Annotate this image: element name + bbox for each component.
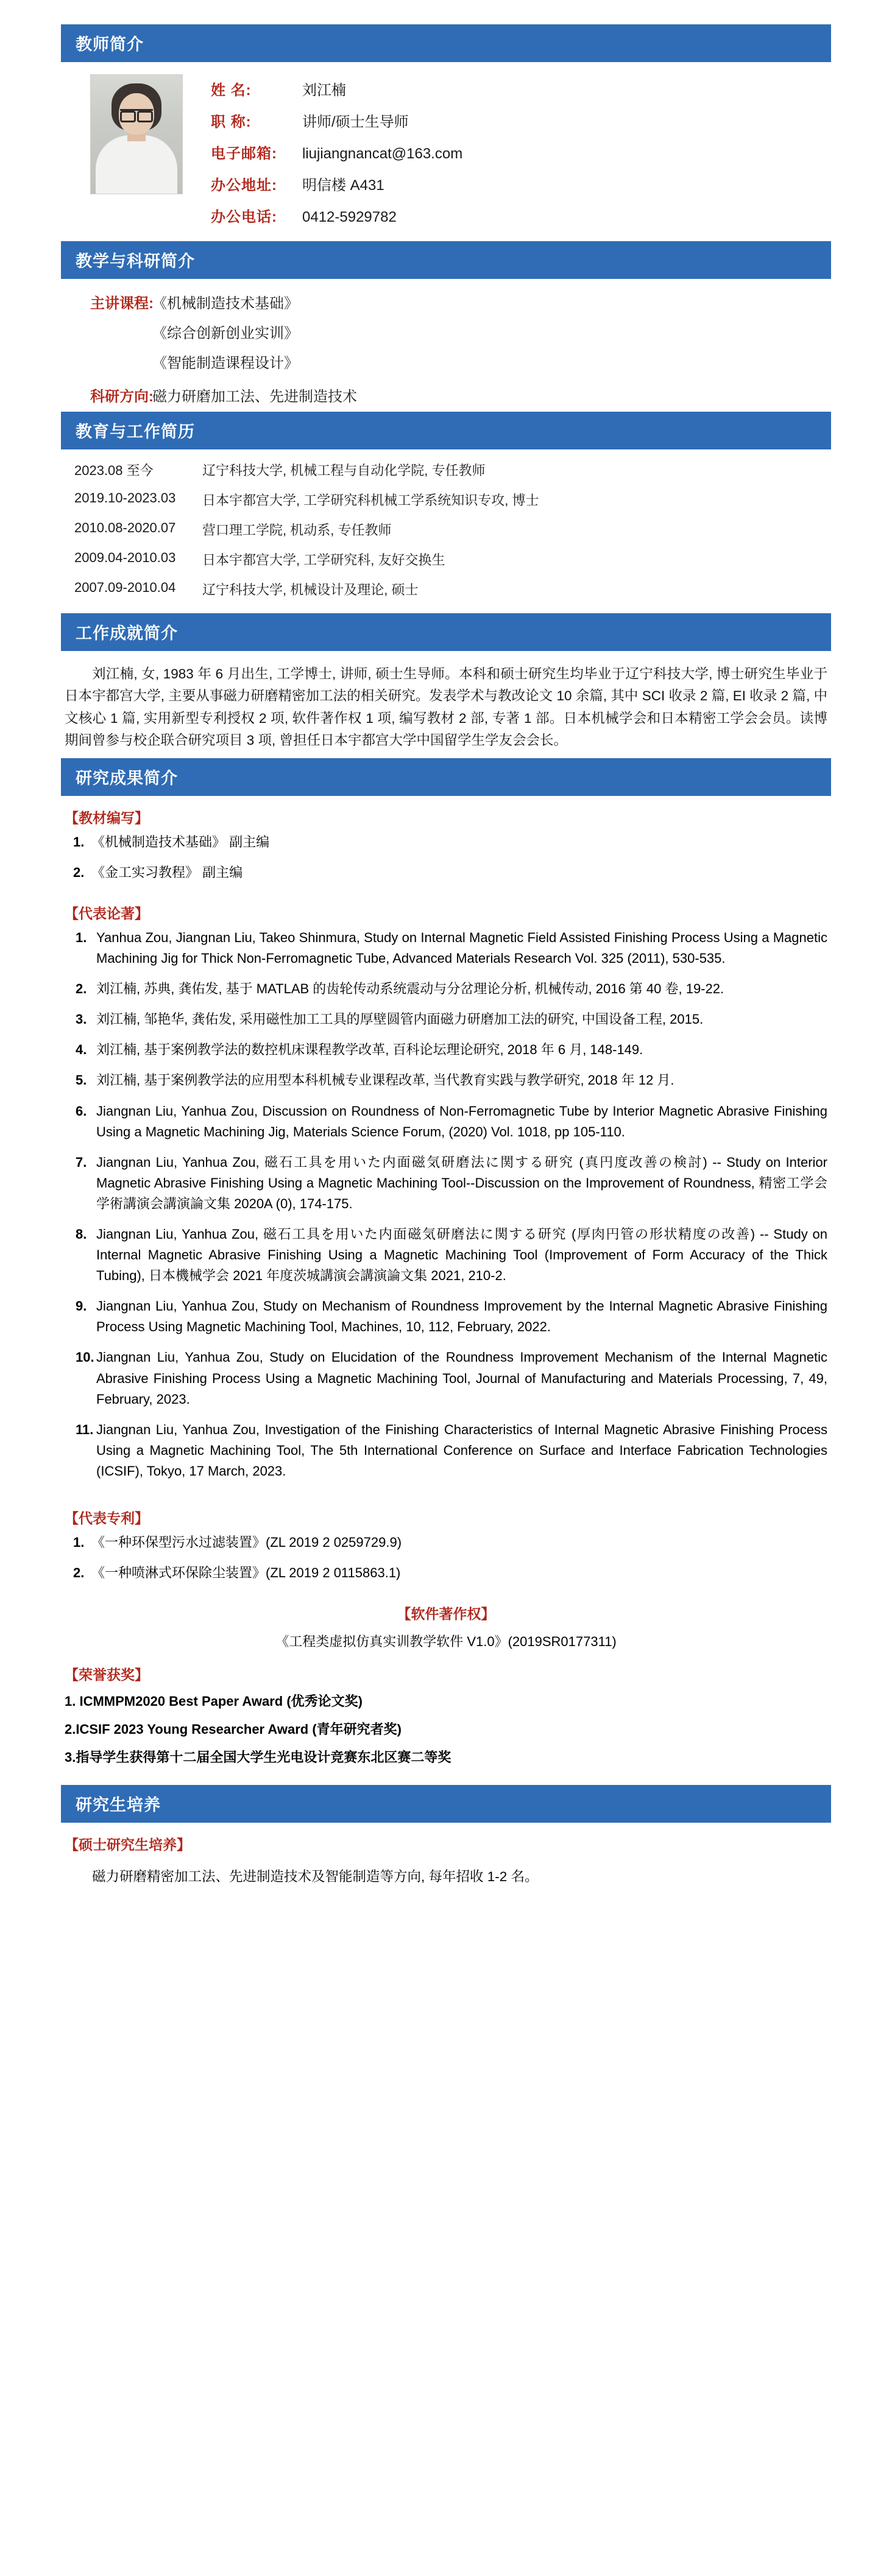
list-text: 《一种环保型污水过滤装置》(ZL 2019 2 0259729.9): [91, 1535, 402, 1550]
teaching-block: [61, 283, 831, 412]
profile-label-email: 电子邮箱:: [211, 146, 277, 162]
list-item: [65, 1347, 827, 1409]
education-desc: 营口理工学院, 机动系, 专任教师: [202, 523, 392, 538]
list-text: 《一种喷淋式环保除尘装置》(ZL 2019 2 0115863.1): [91, 1565, 401, 1581]
profile-row-name: [211, 78, 462, 99]
profile-value-email: liujiangnancat@163.com: [302, 146, 463, 162]
list-text: Jiangnan Liu, Yanhua Zou, Discussion on Roundness of Non-Ferromagnetic Tube by Interior Magnetic Abrasive Finishing Using a Magnetic Machining Jig, Materials Science Forum, (2020) Vol. 1018, pp 105-110.: [96, 1103, 827, 1139]
list-item: [65, 1296, 827, 1337]
list-index: 8.: [76, 1226, 87, 1242]
list-index: 5.: [76, 1072, 87, 1088]
course-item: 《智能制造课程设计》: [152, 355, 299, 371]
profile-label-title: 职 称:: [211, 114, 252, 130]
honor-list: [61, 1689, 831, 1779]
profile-info-list: [211, 74, 462, 236]
list-item: [65, 1009, 827, 1030]
list-index: 10.: [76, 1350, 94, 1365]
table-row: [61, 580, 831, 599]
research-direction-value: 磁力研磨加工法、先进制造技术: [152, 389, 357, 405]
courses-label: 主讲课程:: [90, 295, 154, 312]
table-row: [61, 490, 831, 509]
software-copyright-item: 《工程类虚拟仿真实训教学软件 V1.0》(2019SR0177311): [275, 1634, 617, 1650]
list-item: [65, 1563, 827, 1583]
courses-row: [61, 291, 831, 381]
list-index: 1.: [73, 1535, 85, 1550]
profile-block: [61, 66, 831, 241]
list-text: Jiangnan Liu, Yanhua Zou, Study on Elucidation of the Roundness Improvement Mechanism of the Internal Magnetic Abrasive Finishing Process Using a Magnetic Machining Tool, Journal of Manufacturing and Materials Processing, 7, 49, February, 2023.: [96, 1350, 827, 1407]
list-index: 11.: [76, 1421, 94, 1437]
section-header-profile: 教师简介: [61, 24, 831, 62]
courses-list: [152, 291, 299, 381]
course-item: 《机械制造技术基础》: [152, 295, 299, 312]
profile-row-email: [211, 141, 462, 163]
education-date: 2010.08-2020.07: [74, 520, 176, 535]
list-item: 3.指导学生获得第十二届全国大学生光电设计竞赛东北区赛二等奖: [65, 1750, 451, 1765]
subheader-honors: 【荣誉获奖】: [65, 1667, 149, 1683]
postgrad-paragraph: 磁力研磨精密加工法、先进制造技术及智能制造等方向, 每年招收 1-2 名。: [92, 1869, 539, 1885]
list-text: 刘江楠, 苏典, 龚佑发, 基于 MATLAB 的齿轮传动系统震动与分岔理论分析, 机械传动, 2016 第 40 卷, 19-22.: [96, 981, 724, 997]
list-text: 《机械制造技术基础》 副主编: [91, 834, 270, 850]
list-item: [65, 979, 827, 999]
profile-value-office: 明信楼 A431: [302, 177, 384, 194]
list-item: [65, 832, 827, 853]
education-desc: 辽宁科技大学, 机械设计及理论, 硕士: [202, 582, 419, 597]
profile-value-phone: 0412-5929782: [302, 209, 397, 225]
list-index: 2.: [76, 981, 87, 997]
teacher-photo: [90, 74, 183, 194]
subheader-papers: 【代表论著】: [65, 905, 149, 921]
education-date: 2009.04-2010.03: [74, 550, 176, 565]
list-index: 2.: [73, 864, 85, 880]
list-text: 刘江楠, 基于案例教学法的数控机床课程教学改革, 百科论坛理论研究, 2018 年 6 月, 148-149.: [96, 1042, 643, 1058]
list-item: [65, 1152, 827, 1214]
profile-row-title: [211, 110, 462, 131]
textbook-list: [61, 832, 831, 895]
table-row: [61, 460, 831, 479]
list-text: 刘江楠, 邹艳华, 龚佑发, 采用磁性加工工具的厚壁圆管内面磁力研磨加工法的研究, 中国设备工程, 2015.: [96, 1012, 704, 1027]
list-index: 7.: [76, 1154, 87, 1170]
list-item: 2.ICSIF 2023 Young Researcher Award (青年研究者奖): [65, 1722, 402, 1737]
list-item: [65, 1532, 827, 1553]
list-index: 1.: [76, 929, 87, 945]
education-date: 2023.08 至今: [74, 463, 154, 478]
list-item: [65, 862, 827, 883]
section-header-teaching: 教学与科研简介: [61, 241, 831, 279]
profile-row-phone: [211, 205, 462, 226]
photo-body-shape: [96, 135, 177, 194]
list-item: [65, 927, 827, 969]
list-text: Jiangnan Liu, Yanhua Zou, 磁石工具を用いた内面磁気研磨法に関する研究 (真円度改善の検討) -- Study on Interior Magnetic Abrasive Finishing Using a Magnetic Machining Tool--Discussion on the Improvement of Roundness, 精密工学会学術講演会講演論文集 2020A (0), 174-175.: [96, 1154, 827, 1211]
list-item: [65, 1040, 827, 1060]
education-desc: 辽宁科技大学, 机械工程与自动化学院, 专任教师: [202, 463, 486, 478]
subheader-textbooks: 【教材编写】: [65, 809, 149, 826]
section-header-achievement: 工作成就简介: [61, 613, 831, 651]
patent-list: [61, 1532, 831, 1596]
list-item: [65, 1101, 827, 1142]
section-header-postgrad: 研究生培养: [61, 1785, 831, 1823]
education-table: [61, 453, 831, 613]
education-desc: 日本宇都宫大学, 工学研究科, 友好交换生: [202, 552, 445, 568]
list-index: 4.: [76, 1042, 87, 1058]
list-text: Jiangnan Liu, Yanhua Zou, 磁石工具を用いた内面磁気研磨法に関する研究 (厚肉円管の形状精度の改善) -- Study on Internal Magnetic Abrasive Finishing Using a Magnetic Machining Tool (Improvement of Form Accuracy of the Thick Tubing), 日本機械学会 2021 年度茨城講演会講演論文集 2021, 210-2.: [96, 1226, 827, 1284]
section-header-results: 研究成果简介: [61, 758, 831, 796]
list-index: 3.: [76, 1012, 87, 1027]
photo-glasses-shape: [120, 109, 153, 119]
list-index: 2.: [73, 1565, 85, 1581]
research-direction-row: [61, 384, 831, 406]
subheader-software: 【软件著作权】: [397, 1606, 495, 1622]
list-text: Jiangnan Liu, Yanhua Zou, Study on Mechanism of Roundness Improvement by the Internal Magnetic Abrasive Finishing Process Using Magnetic Machining Tool, Machines, 10, 112, February, 2022.: [96, 1298, 827, 1335]
education-desc: 日本宇都宫大学, 工学研究科机械工学系统知识专攻, 博士: [202, 493, 539, 508]
profile-label-name: 姓 名:: [211, 82, 252, 99]
course-item: 《综合创新创业实训》: [152, 325, 299, 342]
publication-list: [61, 927, 831, 1494]
profile-value-name: 刘江楠: [302, 82, 346, 99]
list-item: [65, 1420, 827, 1482]
list-index: 9.: [76, 1298, 87, 1314]
profile-label-office: 办公地址:: [211, 177, 277, 194]
list-text: 《金工实习教程》 副主编: [91, 864, 243, 880]
subheader-master-training: 【硕士研究生培养】: [65, 1837, 191, 1853]
education-date: 2019.10-2023.03: [74, 490, 176, 505]
list-item: [65, 1224, 827, 1286]
list-item: 1. ICMMPM2020 Best Paper Award (优秀论文奖): [65, 1694, 363, 1709]
profile-row-office: [211, 173, 462, 194]
list-item: [65, 1070, 827, 1091]
achievement-paragraph: 刘江楠, 女, 1983 年 6 月出生, 工学博士, 讲师, 硕士生导师。本科和硕士研究生均毕业于辽宁科技大学, 博士研究生毕业于日本宇都宫大学, 主要从事磁力研磨精密加工法的相关研究。发表学术与教改论文 10 余篇, 其中 SCI 收录 2 篇, EI 收录 2 篇, 中文核心 1 篇, 实用新型专利授权 2 项, 软件著作权 1 项, 编写教材 2 部, 专著 1 部。日本机械学会和日本精密工学会会员。读博期间曾参与校企联合研究项目 3 项, 曾担任日本宇都宫大学中国留学生学友会会长。: [65, 666, 827, 748]
table-row: [61, 520, 831, 539]
list-text: 刘江楠, 基于案例教学法的应用型本科机械专业课程改革, 当代教育实践与教学研究, 2018 年 12 月.: [96, 1072, 674, 1088]
profile-value-title: 讲师/硕士生导师: [302, 114, 409, 130]
table-row: [61, 550, 831, 569]
list-index: 1.: [73, 834, 85, 850]
section-header-education: 教育与工作简历: [61, 412, 831, 449]
list-text: Yanhua Zou, Jiangnan Liu, Takeo Shinmura, Study on Internal Magnetic Field Assisted Finishing Process Using a Magnetic Machining Jig for Thick Non-Ferromagnetic Tube, Advanced Materials Research Vol. 325 (2011), 530-535.: [96, 929, 827, 966]
research-direction-label: 科研方向:: [90, 389, 154, 405]
education-date: 2007.09-2010.04: [74, 580, 176, 595]
subheader-patents: 【代表专利】: [65, 1510, 149, 1526]
profile-label-phone: 办公电话:: [211, 209, 277, 225]
list-index: 6.: [76, 1103, 87, 1119]
list-text: Jiangnan Liu, Yanhua Zou, Investigation of the Finishing Characteristics of Internal Magnetic Abrasive Finishing Process Using a Magnetic Machining Tool, The 5th International Conference on Surface and Interface Fabrication Technologies (ICSIF), Tokyo, 17 March, 2023.: [96, 1421, 827, 1479]
